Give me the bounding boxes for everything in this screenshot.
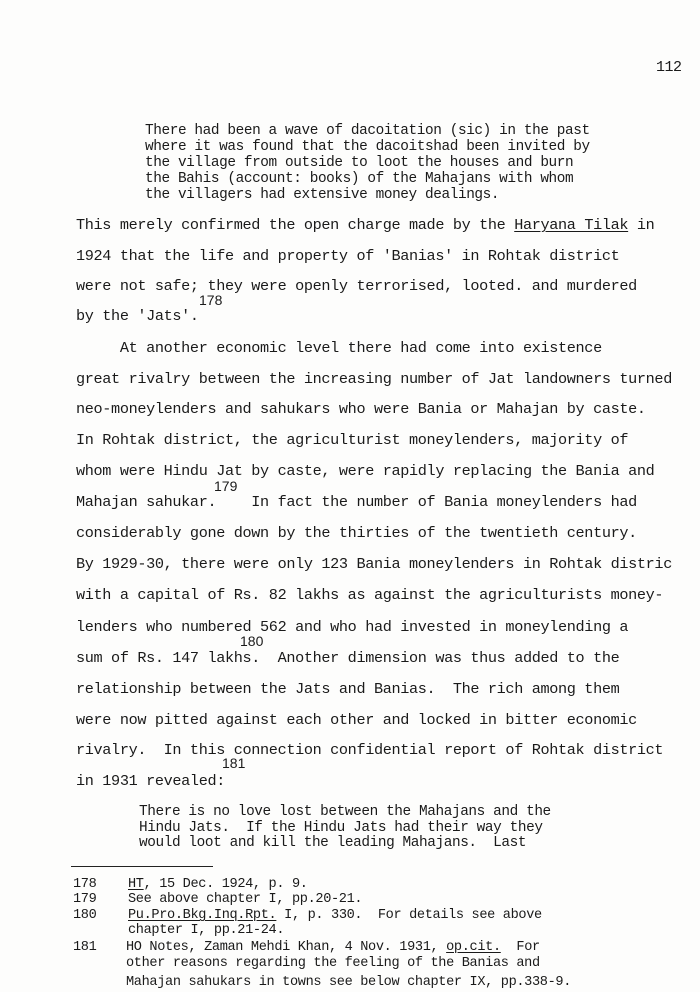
body-line: in 1931 revealed: bbox=[76, 772, 225, 790]
footnote-number: 181 bbox=[73, 940, 97, 955]
footnote-text bbox=[128, 908, 542, 924]
quote-line: There had been a wave of dacoitation (sic) in the past bbox=[145, 123, 590, 139]
footnote-text: See above chapter I, pp.20-21. bbox=[128, 892, 363, 907]
quote-line: where it was found that the dacoitshad been invited by bbox=[145, 139, 590, 155]
body-line: At another economic level there had come into existence bbox=[76, 339, 602, 357]
text-span: This merely confirmed the open charge made by the bbox=[76, 216, 515, 234]
text-span: I, p. 330. For details see above bbox=[276, 908, 542, 923]
citation-abbrev: Pu.Pro.Bkg.Inq.Rpt. bbox=[128, 908, 277, 923]
body-line: In Rohtak district, the agriculturist moneylenders, majority of bbox=[76, 431, 629, 449]
text-span: HO Notes, Zaman Mehdi Khan, 4 Nov. 1931, bbox=[126, 940, 447, 955]
body-line: with a capital of Rs. 82 lakhs as against the agriculturists money- bbox=[76, 586, 664, 604]
quote-line: Hindu Jats. If the Hindu Jats had their way they bbox=[139, 820, 543, 836]
footnote-number: 179 bbox=[73, 892, 97, 907]
footnote-number: 178 bbox=[73, 877, 97, 892]
footnote-ref-178: 178 bbox=[199, 292, 223, 308]
body-line: Mahajan sahukar. In fact the number of Bania moneylenders had bbox=[76, 493, 637, 511]
body-line: whom were Hindu Jat by caste, were rapidly replacing the Bania and bbox=[76, 462, 655, 480]
footnote-text bbox=[126, 940, 540, 956]
footnote-ref-179: 179 bbox=[214, 478, 238, 494]
footnote-continuation: chapter I, pp.21-24. bbox=[128, 923, 285, 938]
footnote-ref-180: 180 bbox=[240, 633, 264, 649]
quote-line: the Bahis (account: books) of the Mahajans with whom bbox=[145, 171, 574, 187]
citation-abbrev: HT bbox=[128, 877, 144, 892]
footnote-text bbox=[128, 877, 308, 893]
body-line: considerably gone down by the thirties of the twentieth century. bbox=[76, 524, 637, 542]
footnote-ref-181: 181 bbox=[222, 755, 246, 771]
body-line bbox=[76, 217, 654, 233]
footnote-continuation: other reasons regarding the feeling of the Banias and bbox=[126, 956, 540, 971]
body-line: great rivalry between the increasing number of Jat landowners turned bbox=[76, 370, 672, 388]
newspaper-title: Haryana Tilak bbox=[514, 216, 629, 234]
quote-line: the villagers had extensive money dealings. bbox=[145, 187, 500, 203]
footnote-continuation: Mahajan sahukars in towns see below chapter IX, pp.338-9. bbox=[126, 975, 572, 990]
quote-line: the village from outside to loot the houses and burn bbox=[145, 155, 574, 171]
body-line: neo-moneylenders and sahukars who were Bania or Mahajan by caste. bbox=[76, 400, 646, 418]
body-line: were now pitted against each other and locked in bitter economic bbox=[76, 711, 637, 729]
text-span: , 15 Dec. 1924, p. 9. bbox=[143, 877, 308, 892]
text-span: For bbox=[500, 940, 540, 955]
body-line: rivalry. In this connection confidential report of Rohtak district bbox=[76, 741, 664, 759]
quote-line: There is no love lost between the Mahajans and the bbox=[139, 804, 551, 820]
quote-line: would loot and kill the leading Mahajans. Last bbox=[139, 835, 527, 851]
text-span: in bbox=[628, 216, 655, 234]
footnote-number: 180 bbox=[73, 908, 97, 923]
body-line: lenders who numbered 562 and who had invested in moneylending a bbox=[76, 618, 629, 636]
body-line: 1924 that the life and property of 'Banias' in Rohtak district bbox=[76, 247, 620, 265]
body-line: sum of Rs. 147 lakhs. Another dimension was thus added to the bbox=[76, 649, 620, 667]
body-line: were not safe; they were openly terrorised, looted. and murdered bbox=[76, 277, 637, 295]
page-number: 112 bbox=[656, 59, 682, 76]
body-line: relationship between the Jats and Banias. The rich among them bbox=[76, 680, 620, 698]
body-line: By 1929-30, there were only 123 Bania moneylenders in Rohtak distric bbox=[76, 555, 672, 573]
footnote-divider bbox=[71, 866, 213, 867]
body-line: by the 'Jats'. bbox=[76, 307, 199, 325]
citation-abbrev: op.cit. bbox=[446, 940, 501, 955]
